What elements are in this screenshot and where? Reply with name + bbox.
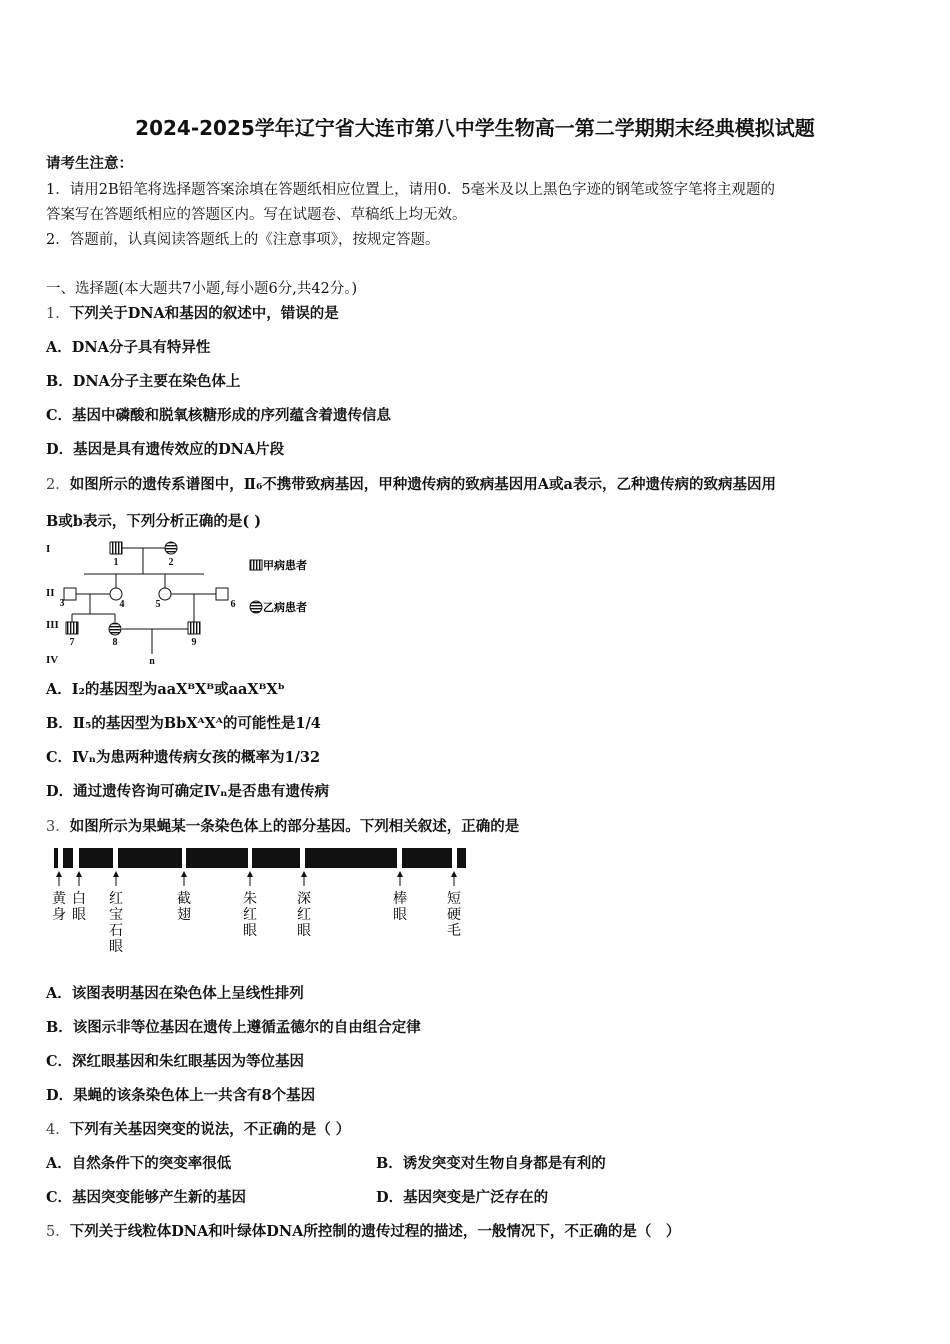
chromosome-segment [305,848,397,868]
question-number: 3． [46,819,70,835]
question-4 [46,1118,350,1139]
question-number: 5． [46,1224,70,1240]
gen-label-4: IV [46,654,59,666]
legend-label-1: 甲病患者 [263,560,307,572]
q4-option-c: C．基因突变能够产生新的基因 [46,1189,247,1206]
question-stem: 如图所示为果蝇某一条染色体上的部分基因。下列相关叙述，正确的是 [69,818,520,835]
q1-option-d: D．基因是具有遗传效应的DNA片段 [46,441,285,458]
gene-label: 黄身 [52,892,66,923]
legend-swatch-2 [250,601,262,613]
gene-arrowhead [451,871,457,877]
question-5 [46,1220,680,1241]
chromosome-segment [186,848,248,868]
notice-item-2: 2．答题前，认真阅读答题纸上的《注意事项》，按规定答题。 [46,232,440,248]
gene-arrowhead [247,871,253,877]
individual-III9 [188,622,200,634]
gene-label: 短硬毛 [447,892,461,939]
individual-III7 [66,622,78,634]
individual-II3 [64,588,76,600]
q3-option-a: A．该图表明基因在染色体上呈线性排列 [46,985,304,1002]
legend-swatch-1 [250,560,262,570]
id-1: 1 [113,557,119,568]
q1-option-b: B．DNA分子主要在染色体上 [46,373,241,390]
question-stem: 下列关于DNA和基因的叙述中，错误的是 [69,305,339,322]
q3-option-b: B．该图示非等位基因在遗传上遵循孟德尔的自由组合定律 [46,1019,421,1036]
chromosome-segment [457,848,466,868]
id-7: 7 [69,637,75,648]
id-2: 2 [168,557,174,568]
notice-heading: 请考生注意： [46,155,133,172]
gene-label: 红宝石眼 [109,892,123,955]
q4-option-a: A．自然条件下的突变率很低 [46,1155,232,1172]
question-stem: 如图所示的遗传系谱图中，Ⅱ₆不携带致病基因，甲种遗传病的致病基因用A或a表示，乙种遗传病的致病基因用 [69,476,776,493]
q2-option-b: B．Ⅱ₅的基因型为BbXᴬXᴬ的可能性是1/4 [46,715,321,732]
chromosome-segment [118,848,182,868]
q4-option-d: D．基因突变是广泛存在的 [376,1189,549,1206]
individual-II6 [216,588,228,600]
q3-option-c: C．深红眼基因和朱红眼基因为等位基因 [46,1053,305,1070]
chromosome-segment [252,848,300,868]
gene-label: 朱红眼 [243,892,257,939]
q3-option-d: D．果蝇的该条染色体上一共含有8个基因 [46,1087,316,1104]
individual-II5 [159,588,171,600]
chromosome-segment [79,848,113,868]
question-1 [46,302,339,323]
id-5: 5 [155,599,161,610]
question-2 [46,473,776,494]
q2-option-c: C．Ⅳₙ为患两种遗传病女孩的概率为1/32 [46,749,321,766]
individual-I2 [165,542,177,554]
chromosome-segment [63,848,73,868]
individual-I1 [110,542,122,554]
gene-arrowhead [301,871,307,877]
gene-label: 棒眼 [393,892,407,923]
question-stem: 下列关于线粒体DNA和叶绿体DNA所控制的遗传过程的描述，一般情况下，不正确的是（ ） [69,1223,681,1240]
gen-label-3: III [46,619,59,631]
chromosome-segment [54,848,58,868]
id-4: 4 [119,599,125,610]
section-heading: 一、选择题(本大题共7小题,每小题6分,共42分。) [46,281,358,297]
gene-label: 白眼 [72,892,86,923]
gen-label-1: I [46,543,51,555]
chromosome-gene-map [46,846,476,956]
gene-label: 深红眼 [297,892,311,939]
q4-option-b: B．诱发突变对生物自身都是有利的 [376,1155,606,1172]
pedigree-diagram [40,536,340,670]
gene-arrowhead [397,871,403,877]
individual-III8 [109,623,121,635]
notice-item-1a: 1．请用2B铅笔将选择题答案涂填在答题纸相应位置上，请用0．5毫米及以上黑色字迹的钢笔或签字笔将主观题的 [46,182,776,198]
notice-item-1b: 答案写在答题纸相应的答题区内。写在试题卷、草稿纸上均无效。 [46,207,467,223]
gene-arrowhead [56,871,62,877]
gene-label: 截翅 [177,892,191,923]
gene-arrowhead [76,871,82,877]
page-title: 2024-2025学年辽宁省大连市第八中学生物高一第二学期期末经典模拟试题 [135,116,815,140]
q1-option-a: A．DNA分子具有特异性 [46,339,211,356]
question-number: 2． [46,477,70,493]
id-9: 9 [191,637,197,648]
id-3: 3 [59,598,65,609]
gene-arrowhead [113,871,119,877]
q1-option-c: C．基因中磷酸和脱氧核糖形成的序列蕴含着遗传信息 [46,407,392,424]
question-number: 1． [46,306,70,322]
question-number: 4． [46,1122,70,1138]
id-8: 8 [112,637,118,648]
question-3 [46,815,519,836]
question-2-cont: B或b表示，下列分析正确的是( ) [46,513,262,530]
id-6: 6 [230,599,236,610]
gen-label-2: II [46,587,55,599]
chromosome-segment [402,848,452,868]
q2-option-a: A．Ⅰ₂的基因型为aaXᴮXᴮ或aaXᴮXᵇ [46,681,285,698]
gene-arrowhead [181,871,187,877]
legend-label-2: 乙病患者 [263,602,307,614]
id-n: n [149,656,155,667]
q2-option-d: D．通过遗传咨询可确定Ⅳₙ是否患有遗传病 [46,783,330,800]
question-stem: 下列有关基因突变的说法，不正确的是（ ） [69,1121,351,1138]
